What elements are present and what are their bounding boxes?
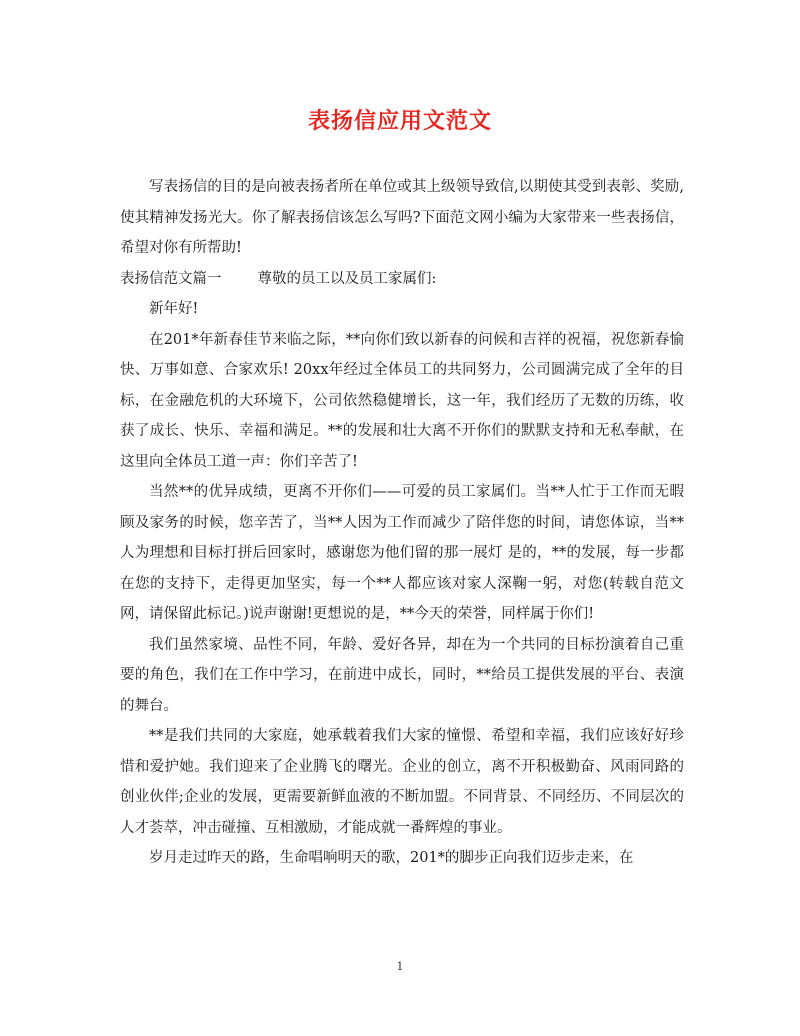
body-paragraph-4: **是我们共同的大家庭，她承载着我们大家的憧憬、希望和幸福，我们应该好好珍惜和爱护她。我们迎来了企业腾飞的曙光。企业的创立，离不开积极勤奋、风雨同路的创业伙伴;企业的发展，更需要新鲜血液的不断加盟。不同背景、不同经历、不同层次的人才荟萃，冲击碰撞、互相激励，才能成就一番辉煌的事业。 bbox=[120, 728, 684, 836]
greeting-paragraph: 新年好! bbox=[149, 301, 199, 317]
section-heading-line bbox=[120, 264, 684, 295]
intro-paragraph: 写表扬信的目的是向被表扬者所在单位或其上级领导致信,以期使其受到表彰、奖励,使其精神发扬光大。你了解表扬信该怎么写吗?下面范文网小编为大家带来一些表扬信，希望对你有所帮助! bbox=[120, 179, 684, 256]
document-body bbox=[120, 172, 684, 874]
salutation: 尊敬的员工以及员工家属们: bbox=[257, 270, 437, 287]
body-paragraph-3: 我们虽然家境、品性不同，年龄、爱好各异，却在为一个共同的目标扮演着自己重要的角色，我们在工作中学习，在前进中成长，同时，**给员工提供发展的平台、表演的舞台。 bbox=[120, 636, 684, 714]
section-heading: 表扬信范文篇一 bbox=[120, 270, 222, 287]
body-paragraph-2: 当然**的优异成绩，更离不开你们——可爱的员工家属们。当**人忙于工作而无暇顾及家务的时候，您辛苦了，当**人因为工作而减少了陪伴您的时间，请您体谅，当**人为理想和目标打拼后回家时，感谢您为他们留的那一展灯 是的，**的发展，每一步都在您的支持下，走得更加坚实，每一个**人都应该对家人深鞠一躬，对您(转载自范文网，请保留此标记。)说声谢谢!更想说的是，**今天的荣誉，同样属于你们! bbox=[120, 484, 684, 622]
page-number: 1 bbox=[396, 960, 404, 973]
body-paragraph-1: 在201*年新春佳节来临之际，**向你们致以新春的问候和吉祥的祝福，祝您新春愉快、万事如意、合家欢乐! 20xx年经过全体员工的共同努力，公司圆满完成了全年的目标，在金融危机的大环境下，公司依然稳健增长，这一年，我们经历了无数的历练，收获了成长、快乐、幸福和满足。**的发展和壮大离不开你们的默默支持和无私奉献，在这里向全体员工道一声：你们辛苦了! bbox=[120, 331, 684, 470]
body-paragraph-5: 岁月走过昨天的路，生命唱响明天的歌，201*的脚步正向我们迈步走来，在 bbox=[149, 850, 634, 866]
page-title: 表扬信应用文范文 bbox=[307, 108, 492, 134]
